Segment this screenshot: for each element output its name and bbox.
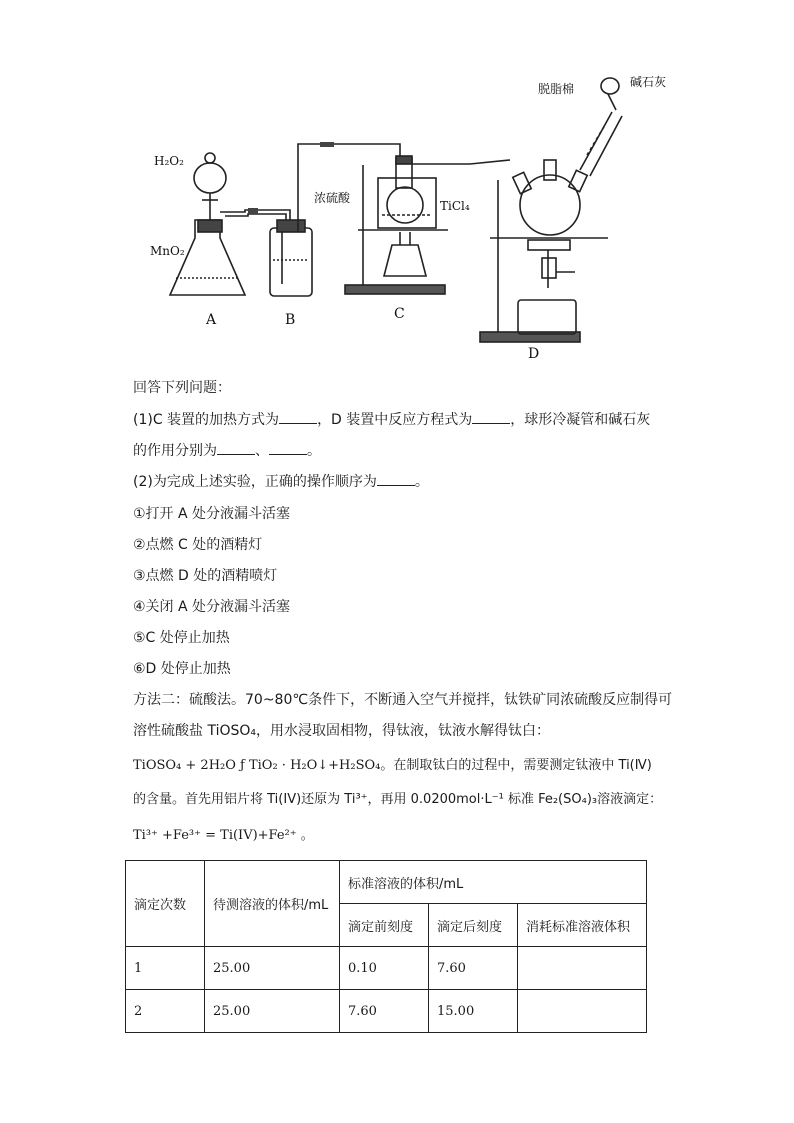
answer-blank[interactable] [377,473,415,486]
header-times: 滴定次数 [126,861,205,947]
method2-line-2: 溶性硫酸盐 TiOSO₄，用水浸取固相物，得钛液，钛液水解得钛白： [133,723,550,739]
apparatus-d [480,78,622,342]
table-row: 2 25.00 7.60 15.00 [126,990,647,1033]
titration-equation: Ti³⁺ +Fe³⁺ = Ti(IV)+Fe²⁺ 。 [133,828,314,843]
header-after: 滴定后刻度 [429,904,518,947]
method2-line-4: 的含量。首先用铝片将 Ti(IV)还原为 Ti³⁺，再用 0.0200mol·L⁻¹ 标准 Fe₂(SO₄)₃溶液滴定： [133,792,663,807]
hydrolysis-equation: TiOSO₄ + 2H₂O ƒ TiO₂ · H₂O↓+H₂SO₄ [133,758,381,773]
answer-blank[interactable] [279,411,317,424]
apparatus-a [170,153,290,295]
header-std: 标准溶液的体积/mL [340,861,647,904]
step-6: ⑥D 处停止加热 [133,661,231,677]
caption-c: C [394,306,405,322]
step-2: ②点燃 C 处的酒精灯 [133,537,263,553]
step-3: ③点燃 D 处的酒精喷灯 [133,568,278,584]
apparatus-c [345,156,510,294]
apparatus-diagram [130,60,690,370]
label-degreasing-cotton: 脱脂棉 [538,82,575,96]
caption-d: D [528,346,540,362]
table-row: 1 25.00 0.10 7.60 [126,947,647,990]
question-1-line-1: (1)C 装置的加热方式为 ，D 装置中反应方程式为 ，球形冷凝管和碱石灰 [133,412,651,428]
equation-line: TiOSO₄ + 2H₂O ƒ TiO₂ · H₂O↓+H₂SO₄。在制取钛白的过程中，需要测定钛液中 Ti(Ⅳ) [133,758,652,773]
label-h2o2: H₂O₂ [154,154,184,168]
label-mno2: MnO₂ [150,244,185,258]
method2-line-1: 方法二：硫酸法。70~80℃条件下，不断通入空气并搅拌，钛铁矿同浓硫酸反应制得可 [133,692,673,708]
caption-a: A [206,312,217,328]
step-5: ⑤C 处停止加热 [133,630,230,646]
header-before: 滴定前刻度 [340,904,429,947]
answer-blank[interactable] [269,442,307,455]
label-soda-lime: 碱石灰 [630,75,667,89]
step-4: ④关闭 A 处分液漏斗活塞 [133,599,291,615]
label-conc-acid: 浓硫酸 [314,191,351,205]
prompt: 回答下列问题： [133,380,231,396]
answer-blank[interactable] [472,411,510,424]
question-1-line-2: 的作用分别为 、 。 [133,443,321,459]
step-1: ①打开 A 处分液漏斗活塞 [133,506,291,522]
header-volume: 待测溶液的体积/mL [205,861,340,947]
label-ticl4: TiCl₄ [440,199,470,213]
answer-blank[interactable] [217,442,255,455]
titration-table [125,860,647,1033]
caption-b: B [285,312,296,328]
header-consumed: 消耗标准溶液体积 [518,904,647,947]
consumed-cell[interactable] [518,947,647,990]
consumed-cell[interactable] [518,990,647,1033]
question-2: (2)为完成上述实验，正确的操作顺序为 。 [133,474,429,490]
apparatus-figure [130,60,690,370]
